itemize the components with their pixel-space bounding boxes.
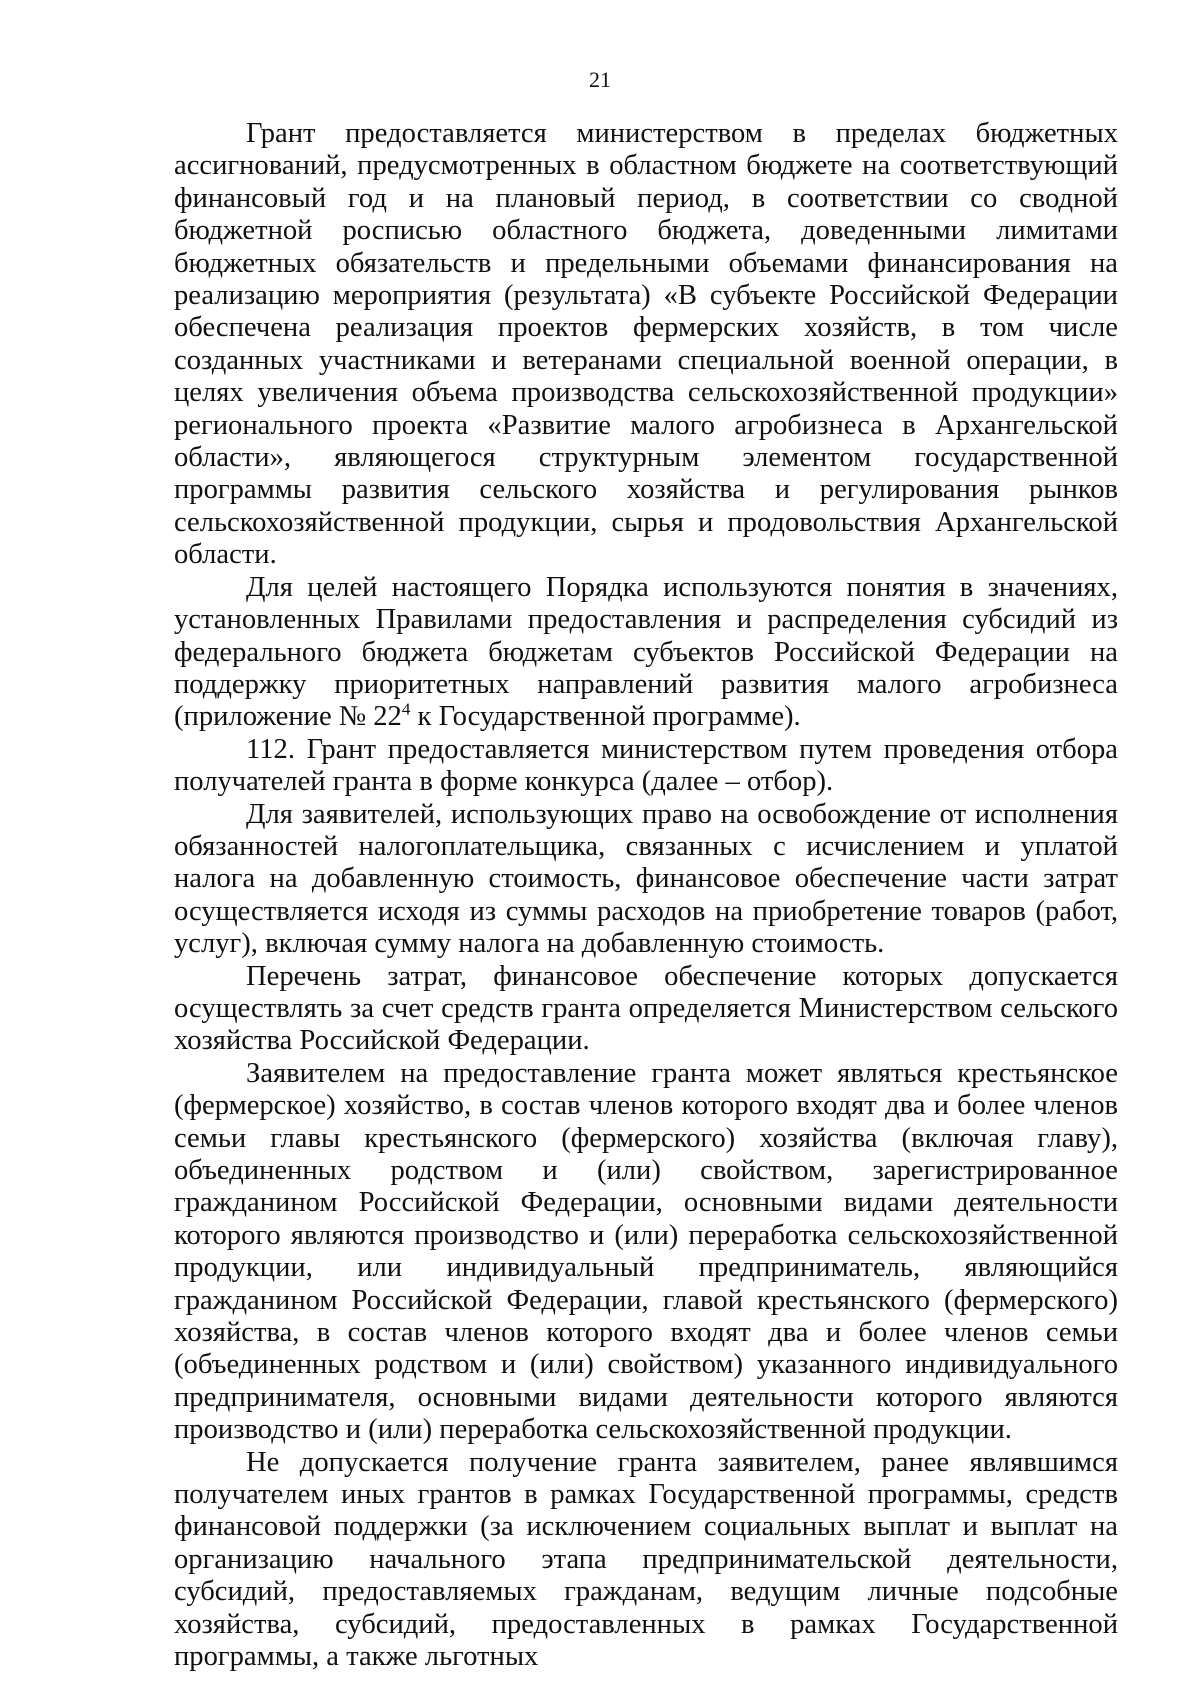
paragraph-cost-list: Перечень затрат, финансовое обеспечение которых допускается осуществлять за счет средств гранта определяется Министерством сельского хозяйства Российской Федерации. (174, 960, 1118, 1057)
document-body (174, 118, 1118, 1674)
paragraph-112-selection: 112. Грант предоставляется министерством путем проведения отбора получателей гранта в форме конкурса (далее – отбор). (174, 733, 1118, 798)
paragraph-vat: Для заявителей, использующих право на освобождение от исполнения обязанностей налогоплательщика, связанных с исчислением и уплатой налога на добавленную стоимость, финансовое обеспечение части затрат осуществляется исходя из суммы расходов на приобретение товаров (работ, услуг), включая сумму налога на добавленную стоимость. (174, 798, 1118, 960)
paragraph-grant-budget: Грант предоставляется министерством в пределах бюджетных ассигнований, предусмотренных в областном бюджете на соответствующий финансовый год и на плановый период, в соответствии со сводной бюджетной росписью областного бюджета, доведенными лимитами бюджетных обязательств и предельными объемами финансирования на реализацию мероприятия (результата) «В субъекте Российской Федерации обеспечена реализация проектов фермерских хозяйств, в том числе созданных участниками и ветеранами специальной военной операции, в целях увеличения объема производства сельскохозяйственной продукции» регионального проекта «Развитие малого агробизнеса в Архангельской области», являющегося структурным элементом государственной программы развития сельского хозяйства и регулирования рынков сельскохозяйственной продукции, сырья и продовольствия Архангельской области. (174, 118, 1118, 571)
superscript-index: 4 (401, 699, 411, 719)
paragraph-definitions-tail: к Государственной программе). (410, 701, 801, 733)
paragraph-applicant: Заявителем на предоставление гранта может являться крестьянское (фермерское) хозяйство, в состав членов которого входят два и более членов семьи главы крестьянского (фермерского) хозяйства (включая главу), объединенных родством и (или) свойством, зарегистрированное гражданином Российской Федерации, основными видами деятельности которого являются производство и (или) переработка сельскохозяйственной продукции, или индивидуальный предприниматель, являющийся гражданином Российской Федерации, главой крестьянского (фермерского) хозяйства, в состав членов которого входят два и более членов семьи (объединенных родством и (или) свойством) указанного индивидуального предпринимателя, основными видами деятельности которого являются производство и (или) переработка сельскохозяйственной продукции. (174, 1057, 1118, 1446)
page-number: 21 (589, 67, 611, 92)
paragraph-definitions-text: Для целей настоящего Порядка используются понятия в значениях, установленных Правилами предоставления и распределения субсидий из федерального бюджета бюджетам субъектов Российской Федерации на поддержку приоритетных направлений развития малого агробизнеса (приложение № 22 (174, 571, 1118, 733)
paragraph-restrictions: Не допускается получение гранта заявителем, ранее являвшимся получателем иных грантов в рамках Государственной программы, средств финансовой поддержки (за исключением социальных выплат и выплат на организацию начального этапа предпринимательской деятельности, субсидий, предоставляемых гражданам, ведущим личные подсобные хозяйства, субсидий, предоставленных в рамках Государственной программы, а также льготных (174, 1446, 1118, 1673)
paragraph-definitions (174, 572, 1118, 734)
